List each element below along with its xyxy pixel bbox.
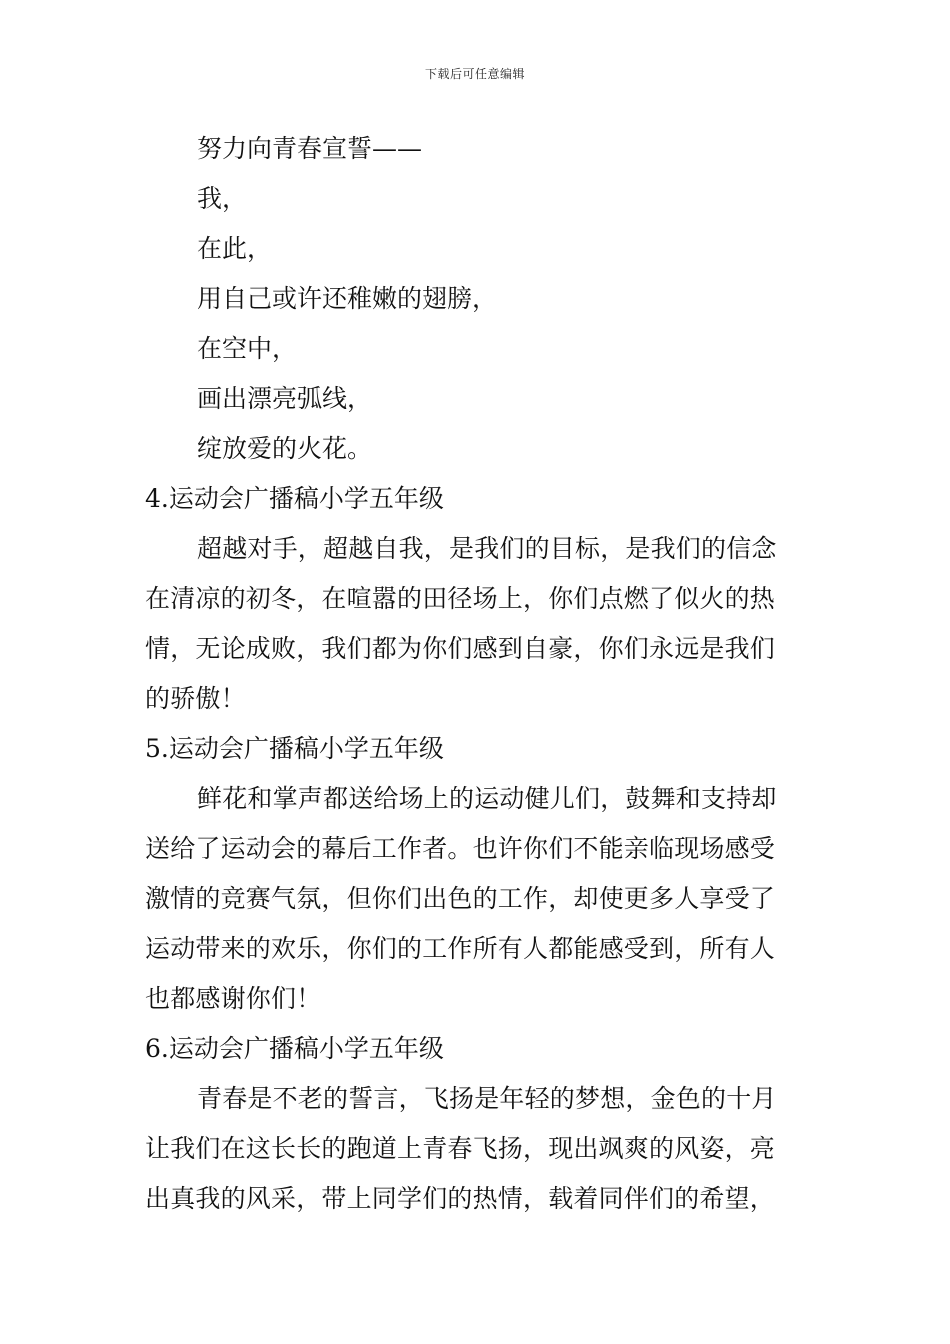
paragraph-line: 也都感谢你们！ bbox=[145, 984, 322, 1013]
verse-line: 绽放爱的火花。 bbox=[197, 434, 373, 463]
paragraph-line: 激情的竞赛气氛，但你们出色的工作，却使更多人享受了 bbox=[145, 884, 776, 913]
paragraph-line: 超越对手，超越自我，是我们的目标，是我们的信念 bbox=[197, 534, 777, 563]
paragraph-line: 出真我的风采，带上同学们的热情，载着同伴们的希望， bbox=[145, 1184, 776, 1213]
section-heading: 4.运动会广播稿小学五年级 bbox=[145, 484, 444, 513]
verse-line: 画出漂亮弧线， bbox=[197, 384, 373, 413]
paragraph-line: 鲜花和掌声都送给场上的运动健儿们，鼓舞和支持却 bbox=[197, 784, 777, 813]
paragraph-line: 送给了运动会的幕后工作者。也许你们不能亲临现场感受 bbox=[145, 834, 776, 863]
document-body bbox=[145, 124, 810, 1224]
paragraph-line: 的骄傲！ bbox=[145, 684, 246, 713]
verse-line: 在此， bbox=[197, 234, 273, 263]
paragraph-line: 在清凉的初冬，在喧嚣的田径场上，你们点燃了似火的热 bbox=[145, 584, 776, 613]
section-6 bbox=[145, 1024, 810, 1224]
paragraph-line: 让我们在这长长的跑道上青春飞扬，现出飒爽的风姿，亮 bbox=[145, 1134, 776, 1163]
header-note: 下载后可任意编辑 bbox=[424, 67, 525, 81]
section-4 bbox=[145, 474, 810, 724]
section-5 bbox=[145, 724, 810, 1024]
verse-line: 努力向青春宣誓—— bbox=[197, 134, 423, 163]
paragraph-line: 运动带来的欢乐，你们的工作所有人都能感受到，所有人 bbox=[145, 934, 776, 963]
verse-line: 我， bbox=[197, 184, 248, 213]
paragraph-line: 青春是不老的誓言，飞扬是年轻的梦想，金色的十月 bbox=[197, 1084, 777, 1113]
section-heading: 6.运动会广播稿小学五年级 bbox=[145, 1034, 444, 1063]
verse-line: 在空中， bbox=[197, 334, 298, 363]
section-heading: 5.运动会广播稿小学五年级 bbox=[145, 734, 444, 763]
poem-verse bbox=[145, 124, 810, 474]
verse-line: 用自己或许还稚嫩的翅膀， bbox=[197, 284, 498, 313]
paragraph-line: 情，无论成败，我们都为你们感到自豪，你们永远是我们 bbox=[145, 634, 776, 663]
